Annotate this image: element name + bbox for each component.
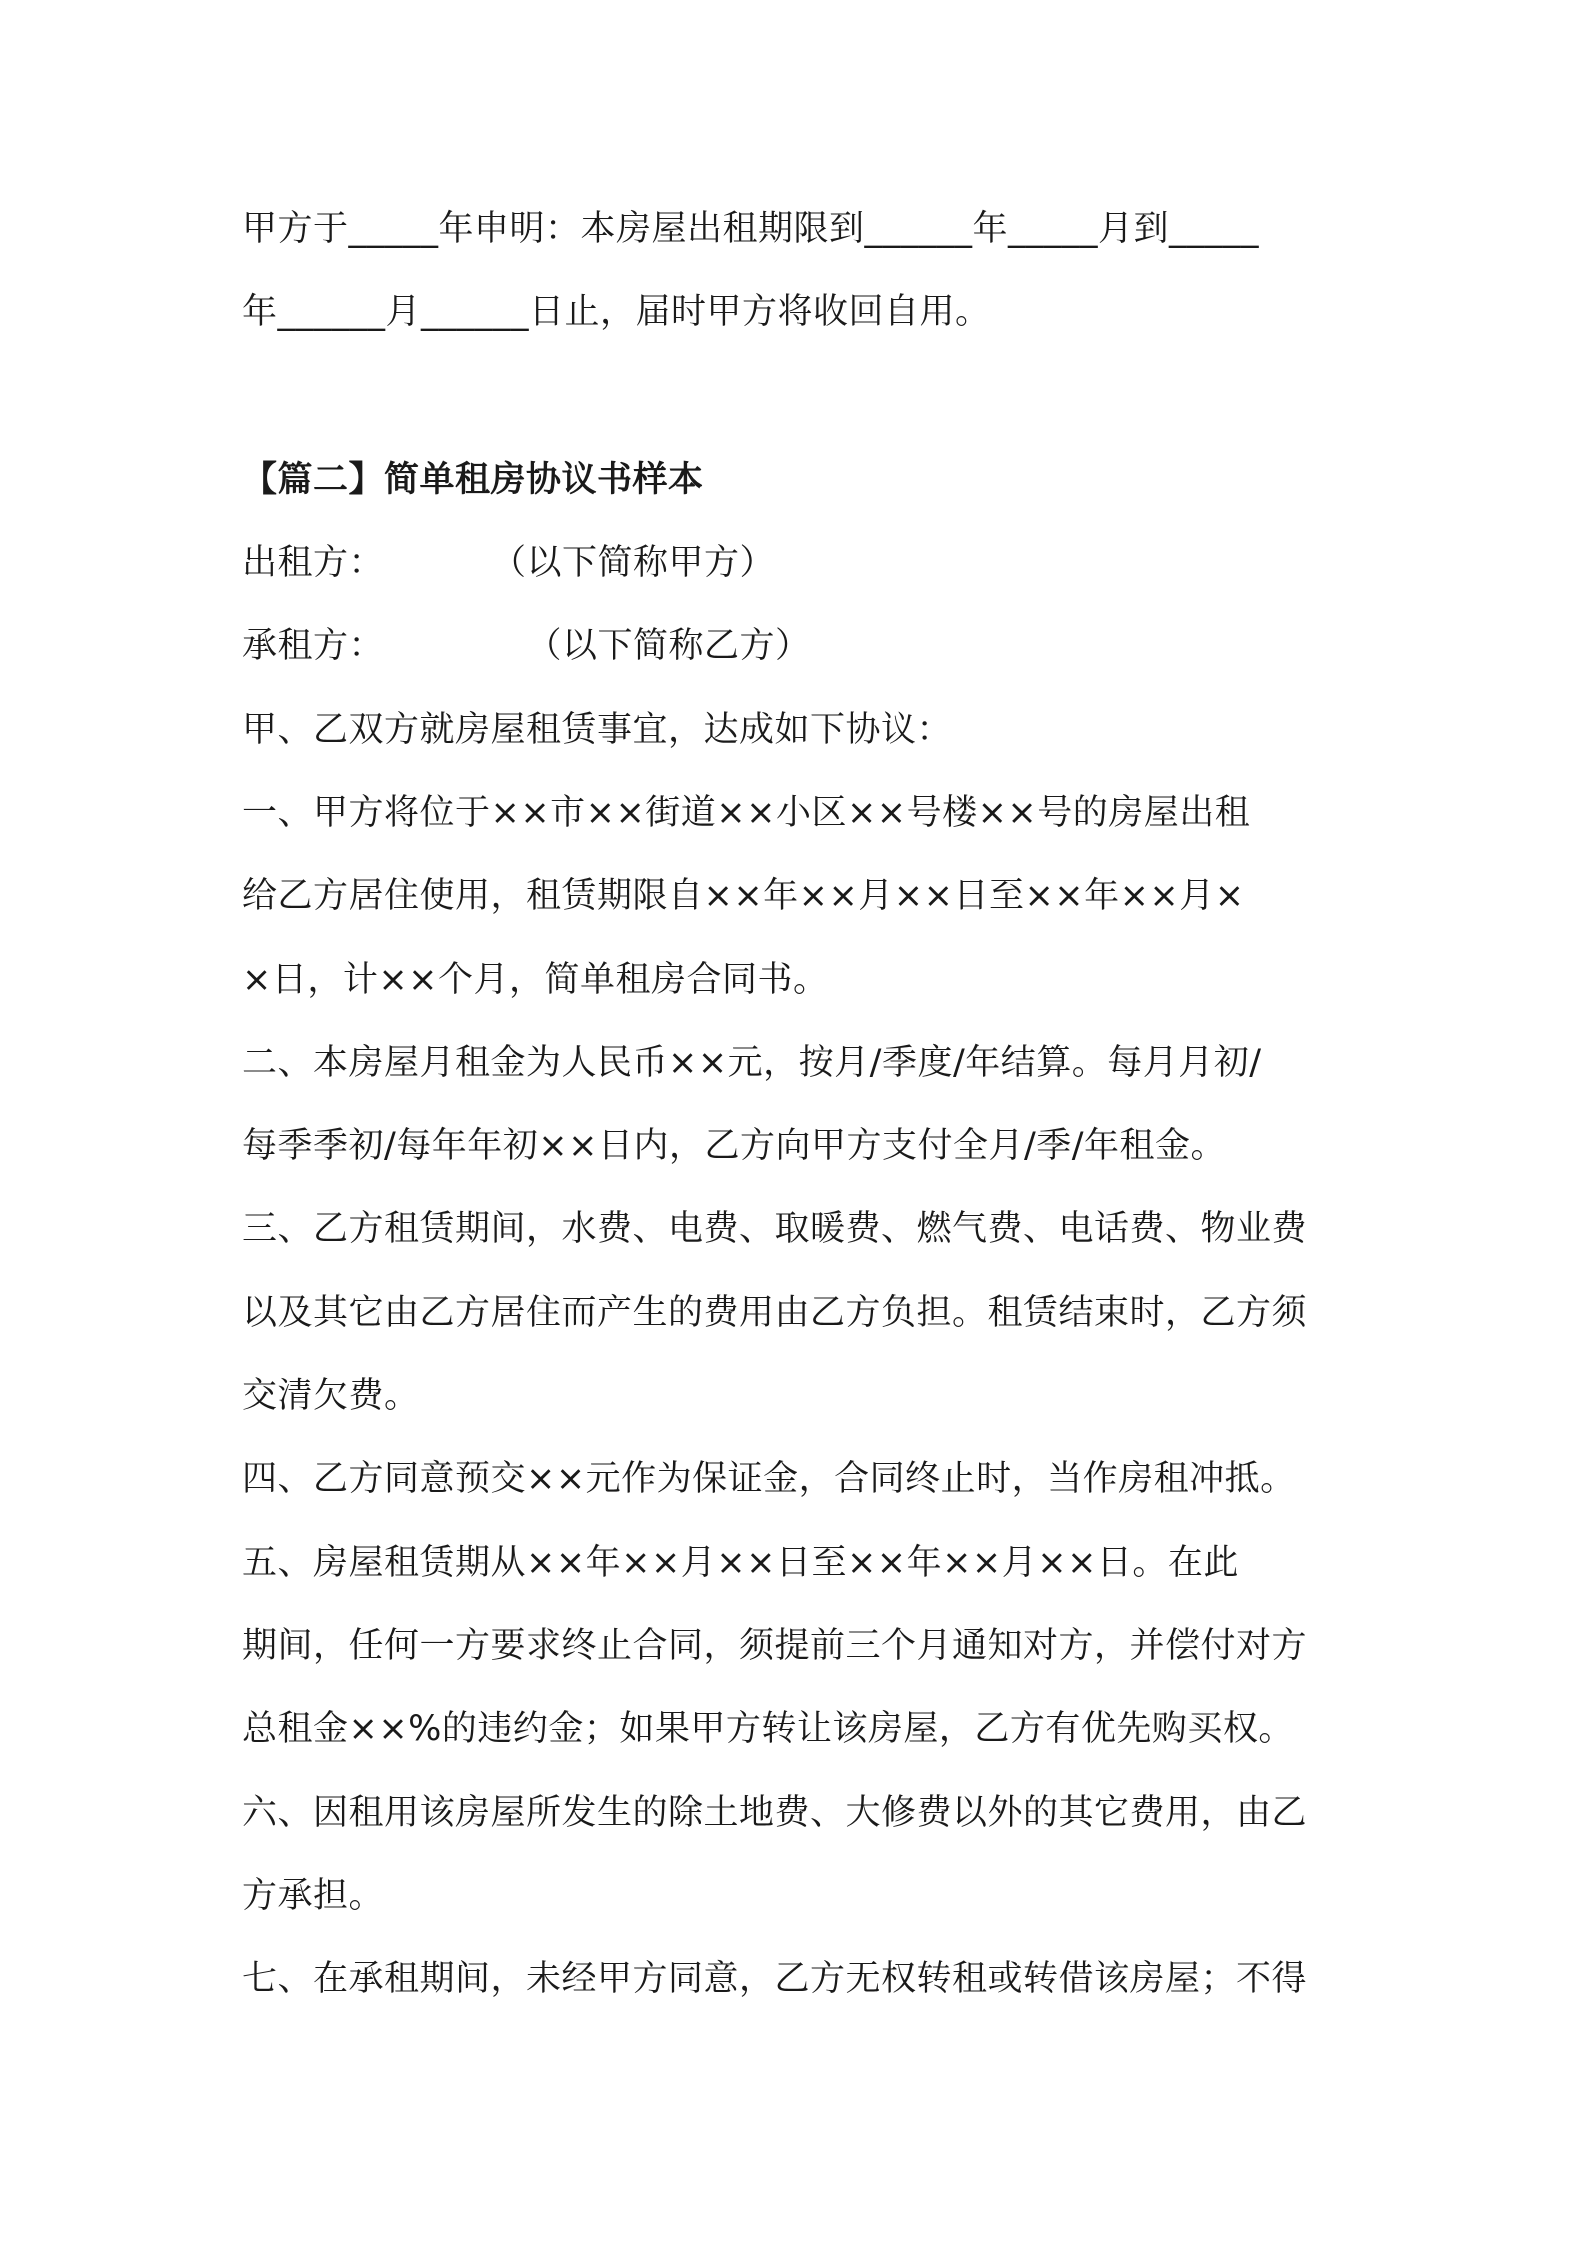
text-line: 甲、乙双方就房屋租赁事宜，达成如下协议： bbox=[242, 710, 953, 750]
text-line: 甲方于_____年申明：本房屋出租期限到______年_____月到_____ bbox=[242, 209, 1260, 249]
text-line: 以及其它由乙方居住而产生的费用由乙方负担。租赁结束时，乙方须 bbox=[242, 1293, 1308, 1333]
text-line: 年______月______日止，届时甲方将收回自用。 bbox=[242, 292, 991, 332]
clause-6: 六、因租用该房屋所发生的除土地费、大修费以外的其它费用，由乙 bbox=[242, 1793, 1308, 1833]
clause-2: 二、本房屋月租金为人民币××元，按月/季度/年结算。每月月初/ bbox=[242, 1043, 1262, 1083]
clause-1: 一、甲方将位于××市××街道××小区××号楼××号的房屋出租 bbox=[242, 793, 1251, 833]
text-line: 每季季初/每年年初××日内，乙方向甲方支付全月/季/年租金。 bbox=[242, 1126, 1227, 1166]
text-line: 期间，任何一方要求终止合同，须提前三个月通知对方，并偿付对方 bbox=[242, 1626, 1308, 1666]
text-line: 给乙方居住使用，租赁期限自××年××月××日至××年××月× bbox=[242, 876, 1245, 916]
clause-3: 三、乙方租赁期间，水费、电费、取暖费、燃气费、电话费、物业费 bbox=[242, 1209, 1308, 1249]
text-line: 交清欠费。 bbox=[242, 1376, 420, 1416]
clause-7: 七、在承租期间，未经甲方同意，乙方无权转租或转借该房屋；不得 bbox=[242, 1959, 1308, 1999]
section-title: 【篇二】简单租房协议书样本 bbox=[242, 460, 704, 500]
text-line: 方承担。 bbox=[242, 1876, 385, 1916]
text-line: 总租金××%的违约金；如果甲方转让该房屋，乙方有优先购买权。 bbox=[242, 1709, 1294, 1749]
clause-4: 四、乙方同意预交××元作为保证金，合同终止时，当作房租冲抵。 bbox=[242, 1459, 1296, 1499]
clause-5: 五、房屋租赁期从××年××月××日至××年××月××日。在此 bbox=[242, 1543, 1239, 1583]
text-line: ×日，计××个月，简单租房合同书。 bbox=[242, 960, 829, 1000]
lessee-line: 承租方： （以下简称乙方） bbox=[242, 626, 811, 666]
lessor-line: 出租方： （以下简称甲方） bbox=[242, 543, 776, 583]
